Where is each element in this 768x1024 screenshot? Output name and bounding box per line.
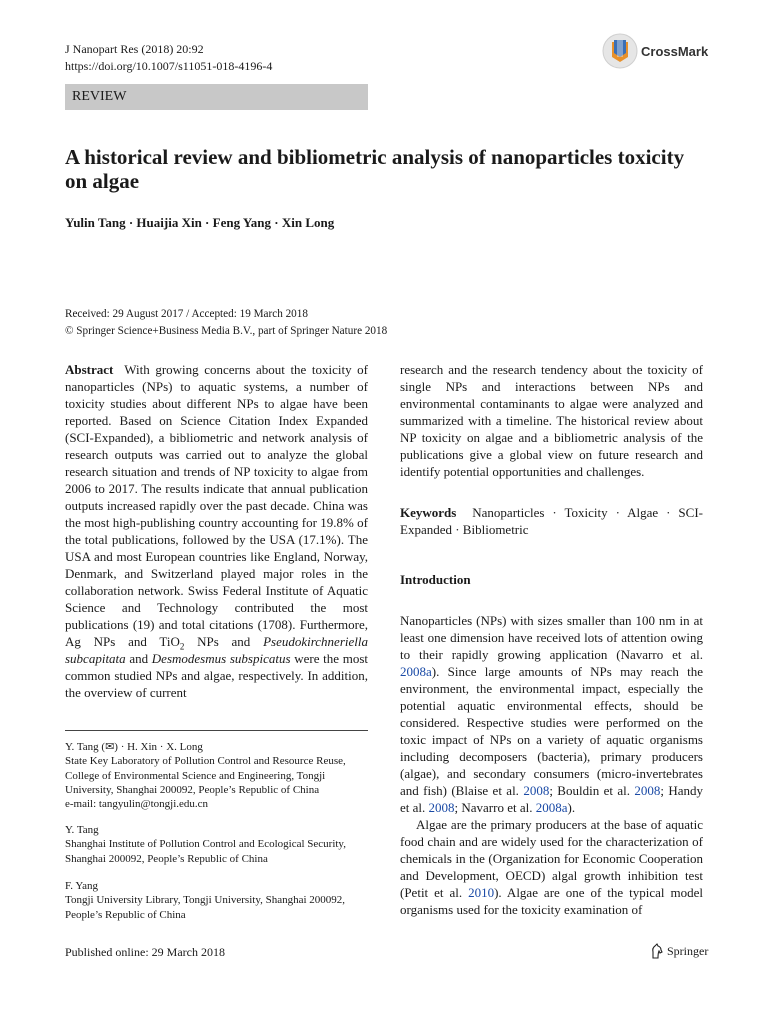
doi-link[interactable]: https://doi.org/10.1007/s11051-018-4196-4 [65, 59, 273, 73]
subscript-2: 2 [179, 641, 185, 652]
copyright-line: © Springer Science+Business Media B.V., part of Springer Nature 2018 [65, 325, 388, 337]
crossmark-badge[interactable] [602, 33, 708, 69]
intro-paragraph-2 [400, 816, 703, 918]
author-list: Yulin Tang · Huaijia Xin · Feng Yang · Xin Long [65, 215, 335, 230]
abstract-and: and [125, 651, 152, 666]
intro-text: ). Since large amounts of NPs may reach the environment, the environmental impact, especially the potential aquatic environmental effects, should be considered. Respective studies were performed on the toxic impact of NPs on a variety of aquatic organisms including decomposers (bacteria), primary producers (algae), and secondary consumers (micro-invertebrates and fish) (Blaise et al. [400, 664, 703, 798]
publication-dates [65, 306, 387, 340]
abstract-continued: research and the research tendency about the toxicity of single NPs and interactions between NPs and environmental contaminants to algae were analyzed and summarized with a timeline. The historical review about NP toxicity on algae and a bibliometric analysis of the publications give a global view on future research and identify potential opportunities and challenges. [400, 362, 703, 479]
affiliation-3 [65, 879, 368, 922]
crossmark-icon [602, 33, 638, 69]
abstract-text-3: were the most common studied NPs and algae, respectively. In addition, the overview of current [65, 651, 368, 700]
footnote-divider [65, 730, 368, 731]
affiliation-1 [65, 740, 368, 811]
affiliation-address: State Key Laboratory of Pollution Control and Resource Reuse, College of Environmental Science and Engineering, Tongji University, Shanghai 200092, People’s Republic of China [65, 755, 346, 796]
affiliation-2 [65, 823, 368, 866]
affiliation-address: Tongji University Library, Tongji University, Shanghai 200092, People’s Republic of China [65, 894, 346, 921]
abstract-section [65, 361, 368, 701]
intro-text: ; Handy et al. [400, 783, 703, 815]
intro-text: Nanoparticles (NPs) with sizes smaller than 100 nm in at least one dimension have received lots of attention owing to their rapidly growing application (Navarro et al. [400, 613, 703, 662]
species-name-1: Pseudokirchneriella subcapitata [65, 634, 368, 666]
affiliation-email[interactable]: e-mail: tangyulin@tongji.edu.cn [65, 798, 209, 811]
species-name-2: Desmodesmus subspicatus [151, 651, 291, 666]
intro-text: ; Bouldin et al. [549, 783, 635, 798]
affiliation-names: Y. Tang (✉) · H. Xin · X. Long [65, 741, 203, 753]
affiliation-names: F. Yang [65, 880, 99, 892]
journal-line: J Nanopart Res (2018) 20:92 [65, 42, 204, 56]
affiliation-address: Shanghai Institute of Pollution Control and Ecological Security, Shanghai 200092, People’s Republic of China [65, 838, 346, 865]
citation-link[interactable]: 2008a [535, 800, 568, 815]
abstract-text-2: NPs and [184, 634, 264, 649]
keywords-text: Nanoparticles · Toxicity · Algae · SCI-Expanded · Bibliometric [400, 505, 703, 537]
intro-text: Algae are the primary producers at the base of aquatic food chain and are widely used for the characterization of chemicals in the (Organization for Economic Cooperation and Development, OECD) algal growth inhibition test (Petit et al. [400, 817, 703, 900]
keywords-label: Keywords [400, 505, 457, 520]
citation-link[interactable]: 2008 [634, 783, 661, 798]
citation-link[interactable]: 2008a [400, 664, 432, 679]
right-column [400, 361, 703, 918]
introduction-heading: Introduction [400, 572, 471, 587]
citation-link[interactable]: 2008 [428, 800, 455, 815]
abstract-paragraph [65, 361, 368, 701]
citation-link[interactable]: 2008 [523, 783, 550, 798]
article-title: A historical review and bibliometric analysis of nanoparticles toxicity on algae [65, 145, 685, 193]
received-accepted: Received: 29 August 2017 / Accepted: 19 March 2018 [65, 308, 308, 320]
publisher-logo [650, 943, 708, 959]
abstract-label: Abstract [65, 362, 114, 377]
published-online: Published online: 29 March 2018 [65, 945, 225, 959]
article-category-bar [65, 84, 368, 110]
article-category: REVIEW [72, 89, 127, 104]
intro-text: ). Algae are one of the typical model organisms used for the toxicity examination of [400, 885, 703, 917]
intro-text: ; Navarro et al. [454, 800, 536, 815]
springer-horse-icon [650, 943, 664, 959]
abstract-text-1: With growing concerns about the toxicity of nanoparticles (NPs) to aquatic systems, a number of toxicity studies about different NPs to algae have been reported. Based on Science Citation Index Expanded (SCI-Expanded), a bibliometric and network analysis of research outputs was carried out to analyze the global research situation and trends of NP toxicity to algae from 2006 to 2017. The results indicate that annual publication outputs increased rapidly over the past decade. China was the most high-publishing country accounting for 19.8% of the total publications, followed by the USA (17.1%). The USA and most European countries like England, Norway, Denmark, and Switzerland played major roles in the collaboration network. Swiss Federal Institute of Aquatic Science and Technology contributed the most publications (19) and total citations (1708). Furthermore, Ag NPs and TiO [65, 362, 369, 649]
keywords-line [400, 504, 703, 538]
journal-citation [65, 41, 272, 75]
affiliation-names: Y. Tang [65, 824, 99, 836]
publisher-name: Springer [667, 943, 709, 958]
citation-link[interactable]: 2010 [468, 885, 495, 900]
intro-text: ). [567, 800, 576, 815]
crossmark-label: CrossMark [641, 43, 709, 59]
intro-paragraph-1 [400, 612, 703, 816]
